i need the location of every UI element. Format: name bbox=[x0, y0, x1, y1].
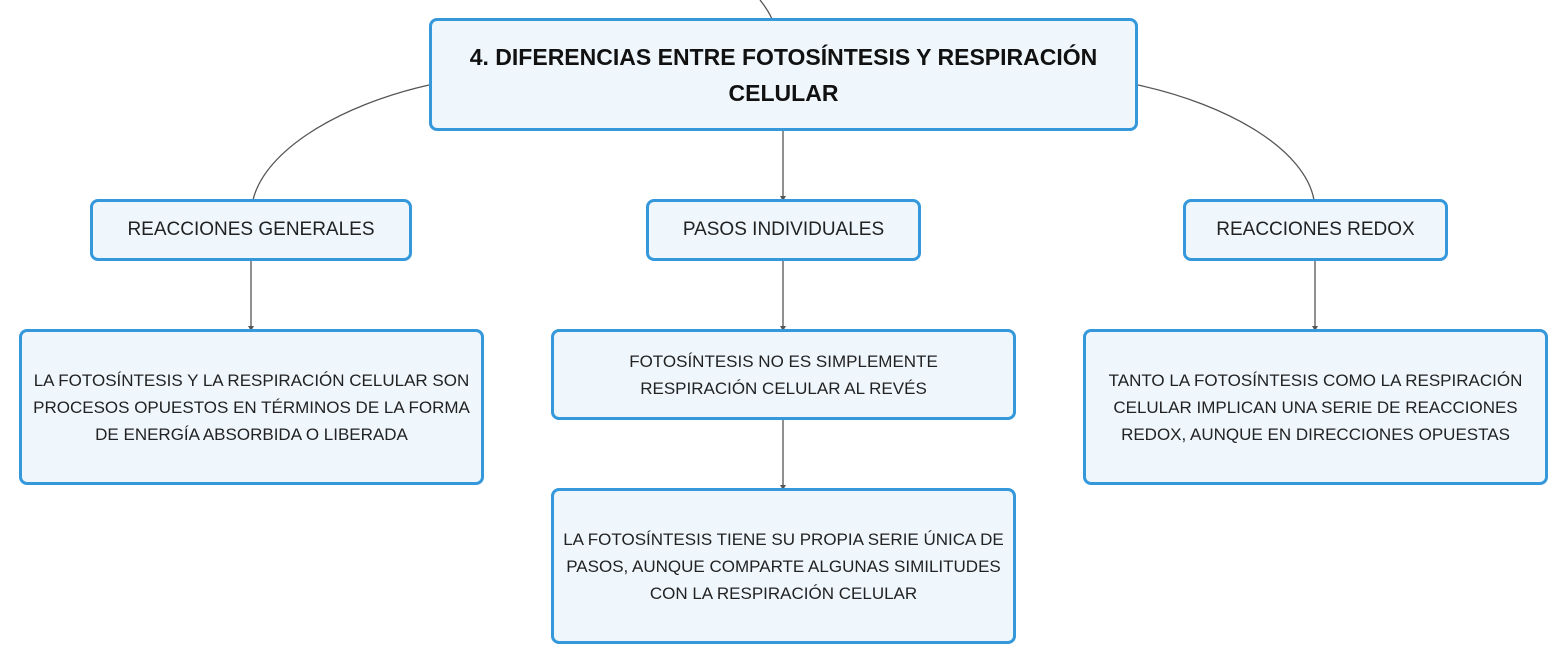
topic-label: REACCIONES GENERALES bbox=[127, 219, 375, 240]
subtopic-text: FOTOSÍNTESIS NO ES SIMPLEMENTE RESPIRACIÓN CELULAR AL REVÉS bbox=[629, 351, 938, 398]
subtopic-text: LA FOTOSÍNTESIS TIENE SU PROPIA SERIE ÚNICA DE PASOS, AUNQUE COMPARTE ALGUNAS SIMILITUDES CON LA RESPIRACIÓN CELULAR bbox=[563, 529, 1004, 603]
subtopic-text: LA FOTOSÍNTESIS Y LA RESPIRACIÓN CELULAR SON PROCESOS OPUESTOS EN TÉRMINOS DE LA FORMA DE ENERGÍA ABSORBIDA O LIBERADA bbox=[33, 370, 470, 444]
subtopic-node-serie-unica[interactable] bbox=[551, 488, 1016, 644]
subtopic-text: TANTO LA FOTOSÍNTESIS COMO LA RESPIRACIÓN CELULAR IMPLICAN UNA SERIE DE REACCIONES REDOX, AUNQUE EN DIRECCIONES OPUESTAS bbox=[1108, 370, 1523, 444]
connector-root-to-reacciones-redox bbox=[1138, 85, 1314, 200]
topic-node-pasos-individuales[interactable] bbox=[646, 199, 921, 261]
subtopic-node-redox[interactable] bbox=[1083, 329, 1548, 485]
topic-node-reacciones-redox[interactable] bbox=[1183, 199, 1448, 261]
root-topic-node[interactable] bbox=[429, 18, 1138, 131]
subtopic-node-no-es-al-reves[interactable] bbox=[551, 329, 1016, 420]
connector-parent-to-root bbox=[760, 0, 772, 19]
topic-node-reacciones-generales[interactable] bbox=[90, 199, 412, 261]
root-topic-title: 4. DIFERENCIAS ENTRE FOTOSÍNTESIS Y RESPIRACIÓN CELULAR bbox=[469, 43, 1098, 106]
topic-label: PASOS INDIVIDUALES bbox=[682, 219, 885, 240]
connector-root-to-reacciones-generales bbox=[253, 85, 429, 200]
subtopic-node-energia[interactable] bbox=[19, 329, 484, 485]
topic-label: REACCIONES REDOX bbox=[1216, 219, 1415, 240]
